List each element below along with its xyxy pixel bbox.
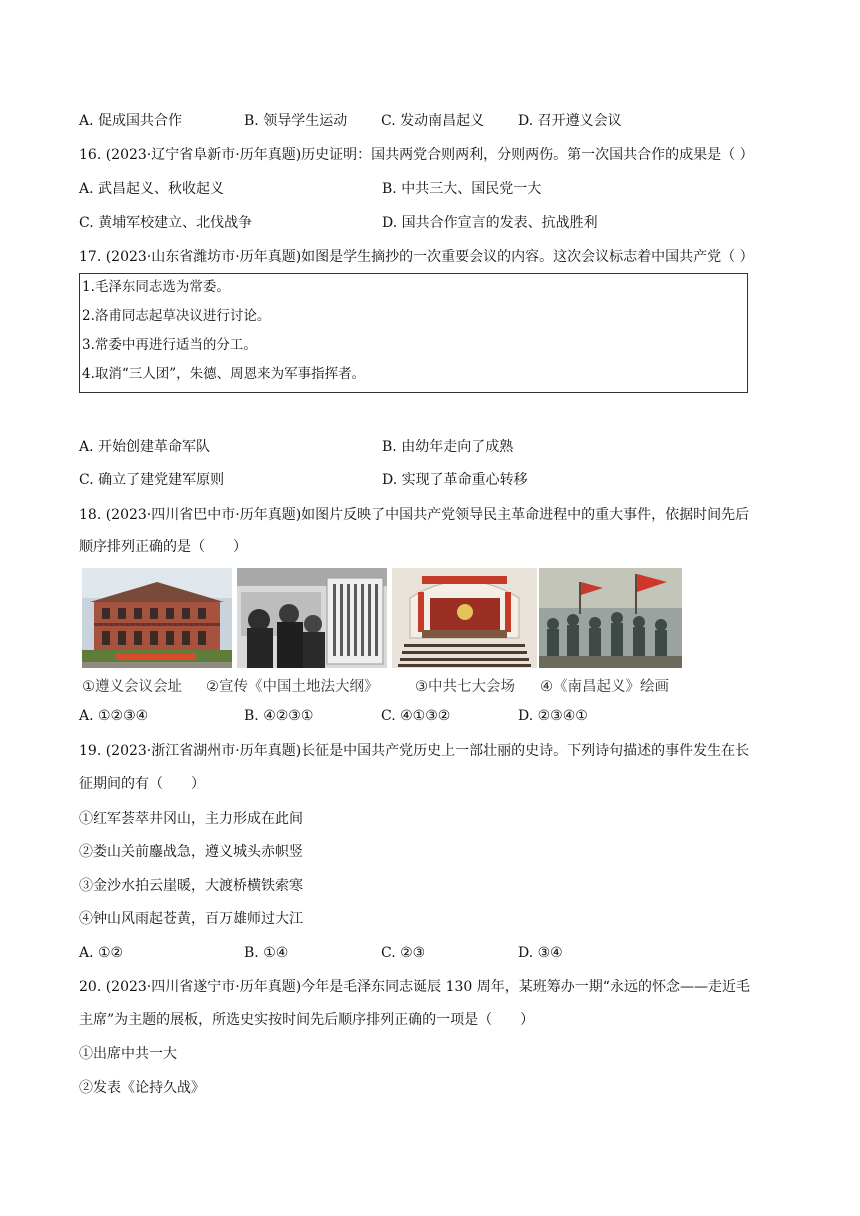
photo-caption: ③中共七大会场 xyxy=(415,679,515,695)
q19-options xyxy=(79,943,779,963)
q17-box-line: 3.常委中再进行适当的分工。 xyxy=(82,337,257,353)
q16-option-c[interactable]: C. 黄埔军校建立、北伐战争 xyxy=(79,215,253,231)
q19-item: ①红军荟萃井冈山，主力形成在此间 xyxy=(79,811,303,827)
q19-option-b[interactable]: B. ①④ xyxy=(244,945,289,961)
q19-option-c[interactable]: C. ②③ xyxy=(381,945,426,961)
q18-stem-line1: 18. (2023·四川省巴中市·历年真题)如图片反映了中国共产党领导民主革命进程中的重大事件，依据时间先后 xyxy=(79,507,750,523)
q19-item: ④钟山风雨起苍黄，百万雄师过大江 xyxy=(79,911,303,927)
q20-item: ②发表《论持久战》 xyxy=(79,1080,205,1096)
q19-stem-line2: 征期间的有（ ） xyxy=(79,776,205,792)
q17-option-d[interactable]: D. 实现了革命重心转移 xyxy=(382,472,528,488)
photo-caption: ④《南昌起义》绘画 xyxy=(540,679,669,695)
q16-option-a[interactable]: A. 武昌起义、秋收起义 xyxy=(79,181,225,197)
q15-option-b[interactable]: B. 领导学生运动 xyxy=(244,113,348,129)
q20-stem-line1: 20. (2023·四川省遂宁市·历年真题)今年是毛泽东同志诞辰 130 周年，某班筹办一期“永远的怀念——走近毛 xyxy=(79,979,750,995)
q20-item: ①出席中共一大 xyxy=(79,1046,177,1062)
q15-options xyxy=(79,111,779,131)
q18-photo-captions xyxy=(82,673,692,697)
q17-option-b[interactable]: B. 由幼年走向了成熟 xyxy=(382,439,514,455)
q16-option-b[interactable]: B. 中共三大、国民党一大 xyxy=(382,181,542,197)
q18-option-b[interactable]: B. ④②③① xyxy=(244,708,314,724)
q17-box-line: 1.毛泽东同志选为常委。 xyxy=(82,279,230,295)
q16-stem: 16. (2023·辽宁省阜新市·历年真题)历史证明：国共两党合则两利，分则两伤。第一次国共合作的成果是（ ） xyxy=(79,147,754,163)
land-law-propaganda-photo xyxy=(237,568,387,668)
photo-caption: ②宣传《中国土地法大纲》 xyxy=(206,679,379,695)
q18-photo-strip xyxy=(82,568,682,668)
q18-option-a[interactable]: A. ①②③④ xyxy=(79,708,149,724)
q15-option-d[interactable]: D. 召开遵义会议 xyxy=(518,113,622,129)
q20-stem-line2: 主席”为主题的展板，所选史实按时间先后顺序排列正确的一项是（ ） xyxy=(79,1012,535,1028)
seventh-congress-hall-photo xyxy=(392,568,537,668)
q16-options-row1 xyxy=(79,179,779,199)
q16-options-row2 xyxy=(79,213,779,233)
q18-stem-line2: 顺序排列正确的是（ ） xyxy=(79,539,247,555)
nanchang-uprising-painting xyxy=(539,568,682,668)
zunyi-site-photo xyxy=(82,568,232,668)
q17-option-a[interactable]: A. 开始创建革命军队 xyxy=(79,439,211,455)
q18-options xyxy=(79,706,779,726)
q16-option-d[interactable]: D. 国共合作宣言的发表、抗战胜利 xyxy=(382,215,598,231)
q17-options-row1 xyxy=(79,437,779,457)
q15-option-a[interactable]: A. 促成国共合作 xyxy=(79,113,183,129)
q17-stem: 17. (2023·山东省潍坊市·历年真题)如图是学生摘抄的一次重要会议的内容。这次会议标志着中国共产党（ ） xyxy=(79,249,754,265)
q17-option-c[interactable]: C. 确立了建党建军原则 xyxy=(79,472,225,488)
q17-excerpt-box xyxy=(79,273,748,393)
photo-caption: ①遵义会议会址 xyxy=(82,679,182,695)
q19-option-a[interactable]: A. ①② xyxy=(79,945,124,961)
q19-item: ②娄山关前鏖战急，遵义城头赤帜竖 xyxy=(79,844,303,860)
q17-box-line: 2.洛甫同志起草决议进行讨论。 xyxy=(82,308,271,324)
q17-box-line: 4.取消“三人团”，朱德、周恩来为军事指挥者。 xyxy=(82,366,366,382)
q15-option-c[interactable]: C. 发动南昌起义 xyxy=(381,113,485,129)
q18-option-d[interactable]: D. ②③④① xyxy=(518,708,588,724)
q19-option-d[interactable]: D. ③④ xyxy=(518,945,563,961)
q18-option-c[interactable]: C. ④①③② xyxy=(381,708,451,724)
q19-item: ③金沙水拍云崖暖，大渡桥横铁索寒 xyxy=(79,878,303,894)
q19-stem-line1: 19. (2023·浙江省湖州市·历年真题)长征是中国共产党历史上一部壮丽的史诗。下列诗句描述的事件发生在长 xyxy=(79,743,750,759)
q17-options-row2 xyxy=(79,470,779,490)
